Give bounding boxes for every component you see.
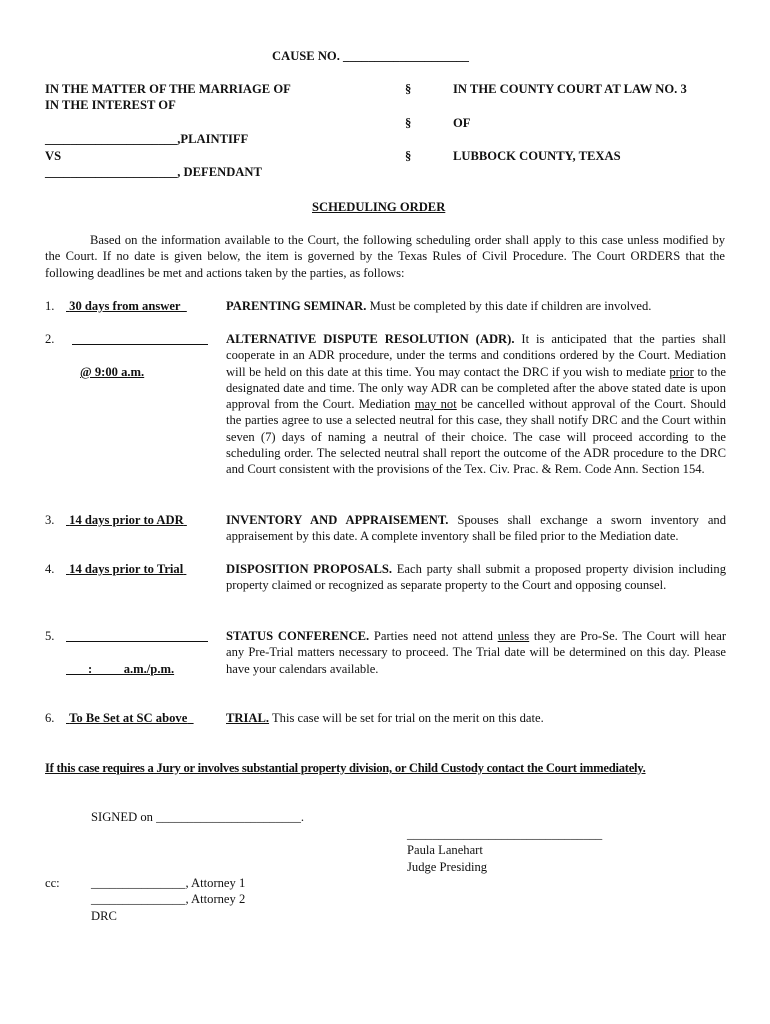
deadline-disposition: 14 days prior to Trial <box>69 562 184 576</box>
vs-line: VS <box>45 149 62 163</box>
item-adr: ALTERNATIVE DISPUTE RESOLUTION (ADR). It is anticipated that the parties shall cooperate in an ADR procedure, under the terms and conditions ordered by the Court. Mediation will be held on this date at this time. You may contact the DRC if you wish to mediate prior to the designated date and time. The only way ADR can be completed after the above stated date is upon approval from the Court. Mediation may not be cancelled without approval of the Court. Should the parties agree to use a selected neutral for this case, they shall notify DRC and the Court within seven (7) days of naming a neutral of their choice. The case will proceed according to the scheduling order. The selected neutral shall report the outcome of the ADR procedure to the DRC and Court consistent with the provisions of the Tex. Civ. Prac. & Rem. Code Ann. Section 154. <box>226 332 726 477</box>
status-time: : a.m./p.m. <box>88 662 175 676</box>
defendant-line: _____________________, DEFENDANT <box>45 165 262 179</box>
adr-time: @ 9:00 a.m. <box>80 365 145 379</box>
item-status-conference: STATUS CONFERENCE. Parties need not attend unless they are Pro-Se. The Court will hear any Pre-Trial matters necessary to proceed. The Trial date will be determined on this day. Please have your calendars available. <box>226 629 727 676</box>
item-heading: STATUS CONFERENCE. <box>226 629 370 643</box>
item-heading: ALTERNATIVE DISPUTE RESOLUTION (ADR). <box>226 332 515 346</box>
item-parenting-seminar: PARENTING SEMINAR. Must be completed by this date if children are involved. <box>226 299 652 313</box>
item-number: 4. <box>45 562 55 576</box>
jury-notice: If this case requires a Jury or involves substantial property division, or Child Custody contact the Court immediately. <box>45 761 646 775</box>
item-number: 6. <box>45 711 55 725</box>
plaintiff-line: _____________________,PLAINTIFF <box>45 132 249 146</box>
item-number: 5. <box>45 629 55 643</box>
court-county: LUBBOCK COUNTY, TEXAS <box>453 149 621 163</box>
item-heading: INVENTORY AND APPRAISEMENT. <box>226 513 449 527</box>
court-name: IN THE COUNTY COURT AT LAW NO. 3 <box>453 82 687 96</box>
cc-entry: DRC <box>91 909 117 923</box>
judge-title: Judge Presiding <box>407 860 488 874</box>
section-symbol: § <box>405 149 412 163</box>
item-disposition: DISPOSITION PROPOSALS. Each party shall submit a proposed property division including property claimed or recognized as separate property to the Court and opposing counsel. <box>226 562 726 593</box>
intro-paragraph: Based on the information available to the Court, the following scheduling order shall apply to this case unless modified by the Court. If no date is given below, the item is governed by the Texas Rules of Civil Procedure. The Court ORDERS that the following deadlines be met and actions taken by the parties, as follows: <box>45 233 725 280</box>
signed-on-line: SIGNED on _______________________. <box>91 810 305 824</box>
item-heading: PARENTING SEMINAR. <box>226 299 367 313</box>
cc-entry: _______________, Attorney 2 <box>91 892 246 906</box>
item-number: 3. <box>45 513 55 527</box>
item-inventory: INVENTORY AND APPRAISEMENT. Spouses shall exchange a sworn inventory and appraisement by this date. A complete inventory shall be filed prior to the Mediation date. <box>226 513 727 544</box>
item-heading: TRIAL. <box>226 711 270 725</box>
judge-signature-line: _______________________________ <box>407 827 603 841</box>
section-symbol: § <box>405 82 412 96</box>
caption-interest-line: IN THE INTEREST OF <box>45 98 176 112</box>
section-symbol: § <box>405 116 412 130</box>
court-of: OF <box>453 116 471 130</box>
item-heading: DISPOSITION PROPOSALS. <box>226 562 393 576</box>
deadline-trial: To Be Set at SC above <box>69 711 188 725</box>
cc-entry: _______________, Attorney 1 <box>91 876 246 890</box>
document-title: SCHEDULING ORDER <box>312 200 446 214</box>
cause-number: CAUSE NO. ____________________ <box>272 49 469 63</box>
judge-name: Paula Lanehart <box>407 843 483 857</box>
caption-matter-line: IN THE MATTER OF THE MARRIAGE OF <box>45 82 291 96</box>
deadline-adr-blank[interactable] <box>72 331 208 345</box>
deadline-status-blank[interactable] <box>66 628 208 642</box>
deadline-inventory: 14 days prior to ADR <box>69 513 184 527</box>
deadline-parenting: 30 days from answer <box>69 299 181 313</box>
item-number: 1. <box>45 299 55 313</box>
cc-label: cc: <box>45 876 60 890</box>
item-number: 2. <box>45 332 55 346</box>
item-trial: TRIAL. This case will be set for trial on the merit on this date. <box>226 711 544 725</box>
